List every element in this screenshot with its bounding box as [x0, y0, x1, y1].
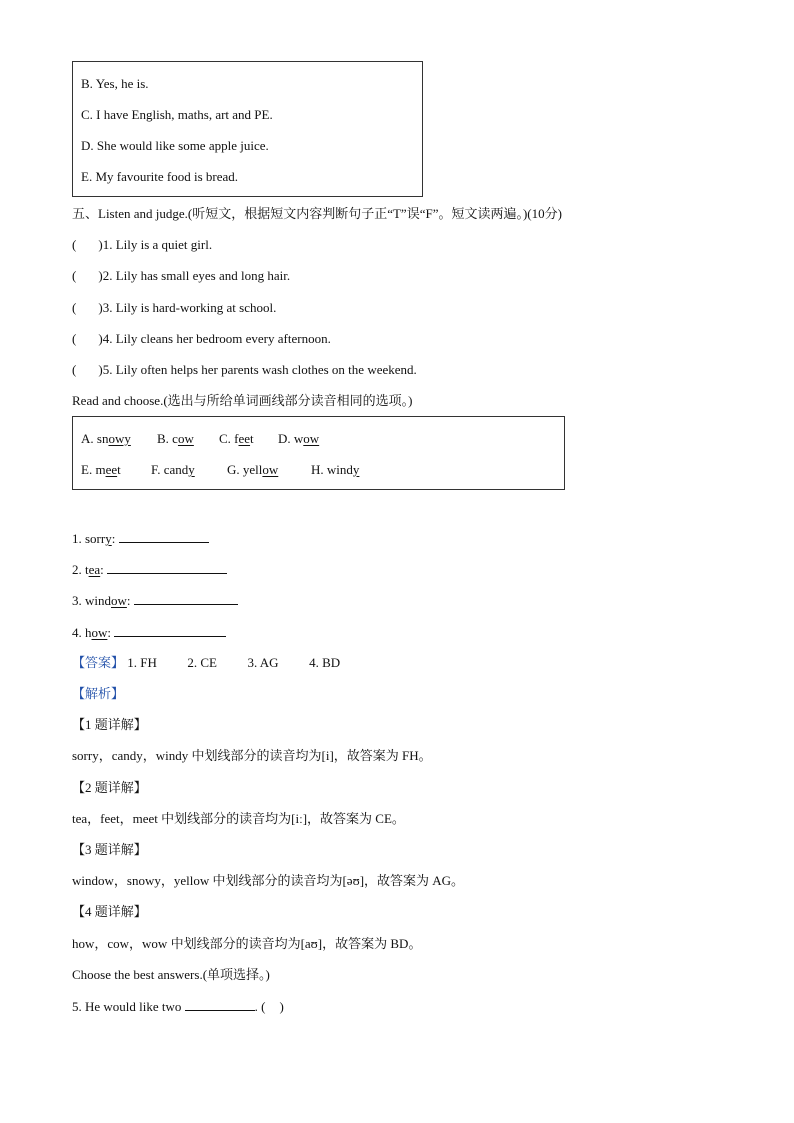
- paren-close: ): [98, 237, 103, 252]
- judge-item-4: [72, 331, 331, 347]
- answer-blank[interactable]: [134, 592, 238, 605]
- option-f-candy: F. candy: [151, 462, 195, 477]
- section-5-title: 五、Listen and judge.(听短文，根据短文内容判断句子正“T”误“F”。短文读两遍。)(10分): [72, 206, 562, 221]
- answer-line: [72, 655, 340, 671]
- judge-item-5: [72, 362, 417, 378]
- judge-text: 2. Lily has small eyes and long hair.: [102, 268, 291, 283]
- answer-1: 1. FH: [127, 655, 157, 670]
- judge-text: 4. Lily cleans her bedroom every afternoon.: [102, 331, 331, 346]
- paren-close: ): [98, 362, 103, 377]
- answer-blank[interactable]: [114, 624, 226, 637]
- question-1-sorry: 1. sorry:: [72, 530, 209, 547]
- detail-2-heading: 【2 题详解】: [72, 780, 147, 795]
- paren-open: (: [72, 362, 77, 377]
- choose-title: Choose the best answers.(单项选择。): [72, 967, 270, 982]
- option-d-wow: D. wow: [278, 431, 320, 446]
- option-c: C. I have English, maths, art and PE.: [81, 107, 273, 122]
- option-h-windy: H. windy: [311, 462, 360, 477]
- detail-2-text: tea，feet，meet 中划线部分的读音均为[iː]，故答案为 CE。: [72, 811, 405, 826]
- option-a-snowy: A. snowy: [81, 431, 131, 446]
- question-4-how: 4. how:: [72, 624, 226, 641]
- judge-item-2: [72, 268, 290, 284]
- paren-close: ): [98, 331, 103, 346]
- question-3-window: 3. window:: [72, 592, 238, 609]
- paren-close: ): [98, 300, 103, 315]
- paren-open: (: [72, 268, 77, 283]
- detail-1-text: sorry，candy，windy 中划线部分的读音均为[i]，故答案为 FH。: [72, 748, 432, 763]
- paren-open: (: [72, 331, 77, 346]
- detail-4-text: how，cow，wow 中划线部分的读音均为[aʊ]，故答案为 BD。: [72, 936, 422, 951]
- option-c-feet: C. feet: [219, 431, 254, 446]
- detail-4-heading: 【4 题详解】: [72, 904, 147, 919]
- question-5: 5. He would like two . ( ): [72, 999, 284, 1014]
- option-e-meet: E. meet: [81, 462, 121, 477]
- answer-blank[interactable]: [119, 530, 209, 543]
- options-box-phonics: [72, 416, 565, 490]
- option-b: B. Yes, he is.: [81, 76, 149, 91]
- answer-blank[interactable]: [185, 998, 255, 1011]
- judge-item-3: [72, 300, 276, 316]
- answer-2: 2. CE: [187, 655, 218, 670]
- option-g-yellow: G. yellow: [227, 462, 279, 477]
- judge-text: 1. Lily is a quiet girl.: [102, 237, 213, 252]
- options-box-top: [72, 61, 423, 197]
- option-b-cow: B. cow: [157, 431, 194, 446]
- judge-text: 3. Lily is hard-working at school.: [102, 300, 277, 315]
- judge-text: 5. Lily often helps her parents wash clothes on the weekend.: [102, 362, 417, 377]
- detail-3-heading: 【3 题详解】: [72, 842, 147, 857]
- paren-open: (: [72, 237, 77, 252]
- option-d: D. She would like some apple juice.: [81, 138, 269, 153]
- read-choose-title: Read and choose.(选出与所给单词画线部分读音相同的选项。): [72, 393, 413, 408]
- paren-open: (: [72, 300, 77, 315]
- judge-item-1: [72, 237, 212, 253]
- answer-3: 3. AG: [247, 655, 279, 670]
- option-e: E. My favourite food is bread.: [81, 169, 239, 184]
- answer-4: 4. BD: [309, 655, 341, 670]
- analysis-label: 【解析】: [72, 686, 125, 701]
- detail-3-text: window，snowy，yellow 中划线部分的读音均为[əʊ]，故答案为 AG。: [72, 873, 465, 888]
- detail-1-heading: 【1 题详解】: [72, 717, 147, 732]
- question-2-tea: 2. tea:: [72, 561, 227, 578]
- answer-blank[interactable]: [107, 561, 227, 574]
- paren-close: ): [98, 268, 103, 283]
- answer-label: 【答案】: [72, 655, 125, 670]
